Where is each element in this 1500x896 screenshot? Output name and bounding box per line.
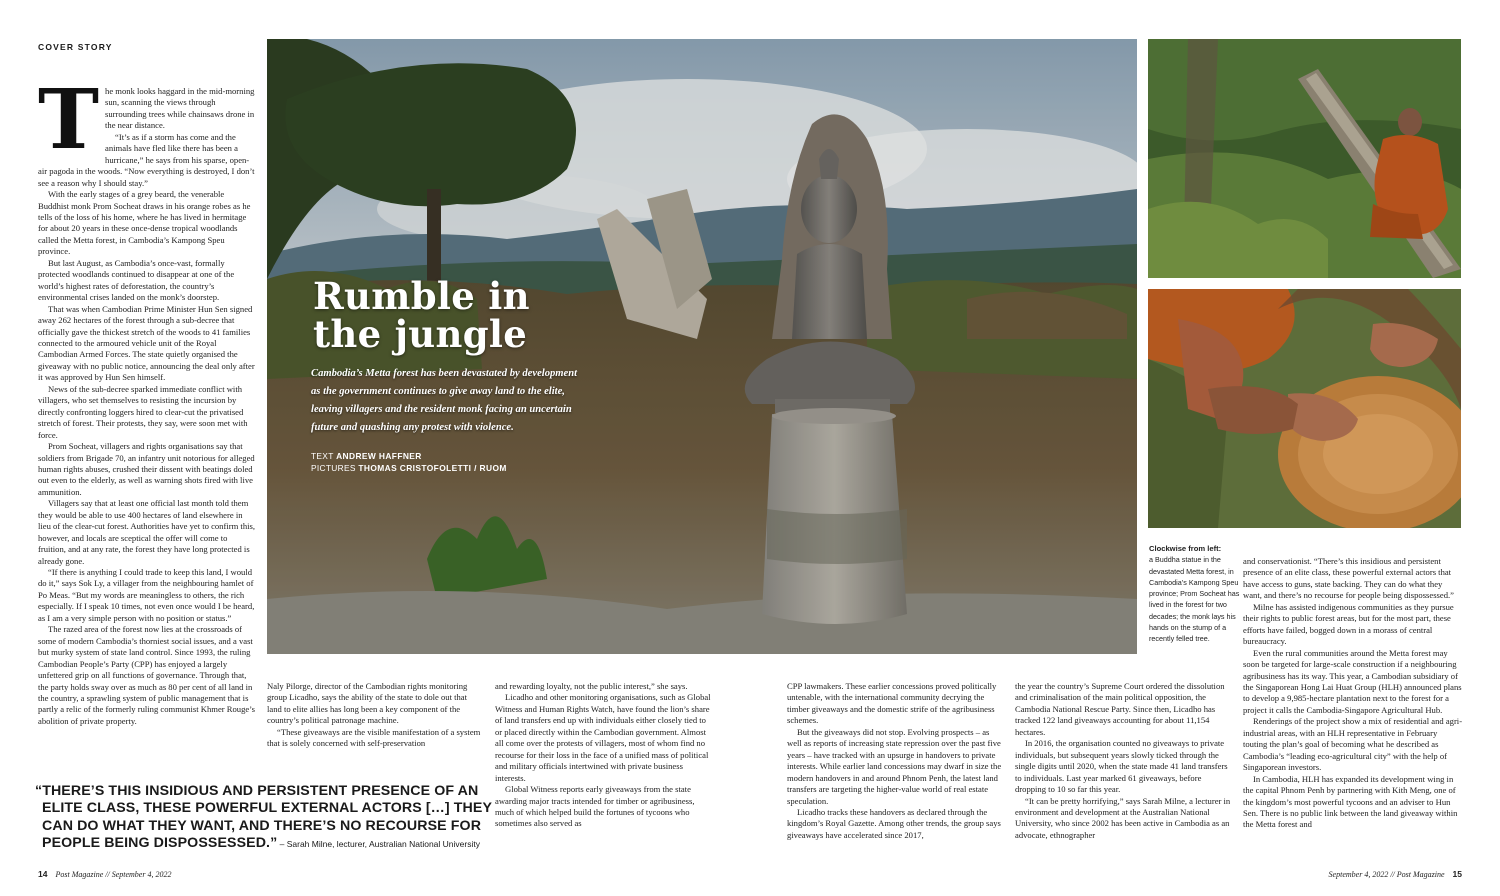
paragraph: News of the sub-decree sparked immediate conflict with villagers, who set themselves to resisting the incursion by directly confronting loggers hired to clear-cut the privatised stretch of forest. Their protests, they say, were soon met with force. [38,383,248,440]
paragraph: and rewarding loyalty, not the public interest,” she says. [495,681,688,691]
paragraph: “It’s as if a storm has come and the animals have fled like there has been a hurricane,” he says from his sparse, open-air pagoda in the woods. “Now everything is destroyed, I don’t see a reason why I should stay.” [38,131,255,188]
article-column-4 [787,681,1005,852]
paragraph: Licadho tracks these handovers as declared through the kingdom’s Royal Gazette. Among other trends, the group says giveaways have accelerated since 2017, [787,806,1001,840]
hands-on-stump-image [1148,289,1461,528]
paragraph: and conservationist. “There’s this insidious and persistent presence of an elite class, these powerful external actors that have access to guns, state backing. They can do what they want, and there’s no recourse for people being dispossessed.” [1243,556,1454,601]
paragraph: But last August, as Cambodia’s once-vast, formally protected woodlands continued to disappear at one of the world’s highest rates of deforestation, the country’s environmental crises landed on the monk’s doorstep. [38,257,235,303]
headline-line-1: Rumble in [313,274,530,318]
paragraph: “It can be pretty horrifying,” says Sarah Milne, a lecturer in environment and development at the Australian National University, who since 2002 has been active in Cambodia as an advocate, ethnographer [1015,795,1231,840]
paragraph: That was when Cambodian Prime Minister Hun Sen signed away 262 hectares of the forest through a sub-decree that officially gave the thickest stretch of the woods to 41 families connected to the armoured vehicle unit of the Royal Cambodian Armed Forces. The state quietly organised the giveaway with no public notice, announcing the deal only after it was approved by Hun Sen himself. [38,303,255,383]
article-column-2 [267,681,483,761]
monk-sitting-image [1148,39,1461,278]
folio-left-text: Post Magazine // September 4, 2022 [55,870,172,879]
pull-quote-attribution: – Sarah Milne, lecturer, Australian National University [277,838,480,849]
column-4-paragraphs [787,681,1005,841]
headline-line-2: the jungle [313,312,528,356]
caption-heading: Clockwise from left: [1149,544,1222,553]
hands-on-stump-photo [1148,289,1461,528]
paragraph: In 2016, the organisation counted no giveaways to private individuals, but subsequent years slowly ticked through the single digits until 2020, when the state made 41 land transfers to individuals. Last year marked 61 giveaways, before dropping to 10 so far this year. [1015,738,1228,795]
article-column-6 [1243,556,1463,852]
paragraph: Global Witness reports early giveaways from the state awarding major tracts intended for timber or agribusiness, much of which helped build the fortunes of tycoons who sometimes also served as [495,784,695,829]
credit-text-name: ANDREW HAFFNER [336,451,422,461]
folio-right [1329,869,1462,879]
credit-text-label: TEXT [311,451,337,461]
credit-text [311,450,571,462]
credits [311,450,571,474]
column-2-paragraphs [267,681,483,750]
folio-right-text: September 4, 2022 // Post Magazine [1328,870,1445,879]
paragraph: Licadho and other monitoring organisations, such as Global Witness and Human Rights Watch, have found the lion’s share of land transfers end up with individuals either closely tied to or placed directly within the Cambodian government. Almost all come over the protests of villagers, most of whom find no recourse for their loss in the face of a unified mass of political and military officials intertwined with private business interests. [495,692,711,783]
paragraph: “These giveaways are the visible manifestation of a system that is solely concerned with self-preservation [267,726,481,749]
column-1-paragraphs [38,86,255,727]
article-column-3 [495,681,713,852]
column-5-paragraphs [1015,681,1233,841]
paragraph: “If there is anything I could trade to keep this land, I would do it,” says Sok Ly, a villager from the neighbouring hamlet of Po Meas. “But my words are meaningless to others, the rich especially. If I speak 10 times, not even once would I be heard, as I am a very simple person with no position or status.” [38,567,255,623]
paragraph: Villagers say that at least one official last month told them they would be able to use 400 hectares of land elsewhere in lieu of the clear-cut forest. Authorities have yet to confirm this, however, and locals are sceptical the offer will come to fruition, and at any rate, the forest they have long protected is already gone. [38,498,255,566]
dropcap: T [38,86,100,168]
paragraph: Even the rural communities around the Metta forest may soon be targeted for large-scale construction if a neighbouring agribusiness has its way. This year, a Cambodian subsidiary of the Singaporean Hong Lai Huat Group (HLH) announced plans to develop a 9,985-hectare plantation next to the forest for a project it calls the Cambodia-Singapore Agricultural Hub. [1243,647,1462,715]
paragraph: The razed area of the forest now lies at the crossroads of some of modern Cambodia’s thorniest social issues, and a vast but murky system of state land control. Since 1993, the ruling Cambodian People’s Party (CPP) has enjoyed a largely unfettered grip on all functions of governance. Through that, the party holds sway over as much as 80 per cent of all land in the country, a sprawling system of public management that is partly a relic of the formerly ruling communist Khmer Rouge’s abolition of private property. [38,624,255,726]
standfirst: Cambodia’s Metta forest has been devastated by development as the government continues to give away land to the elite, leaving villagers and the resident monk facing an uncertain future and quashing any protest with violence. [311,368,578,433]
paragraph: Renderings of the project show a mix of residential and agri-industrial areas, with an HLH representative in February touting the plan’s goal of becoming what he described as Cambodia’s “leading eco-agricultural city” with the help of Singaporean investors. [1243,716,1463,773]
pull-quote-line-4: PEOPLE BEING DISPOSSESSED.” [42,834,278,851]
page-number-left: 14 [38,869,48,879]
section-label: COVER STORY [38,42,113,52]
article-column-5 [1015,681,1233,852]
paragraph: CPP lawmakers. These earlier concessions proved politically untenable, with the international community decrying the timber giveaways and the domestic strife of the agribusiness schemes. [787,681,997,726]
pull-quote-line-3: CAN DO WHAT THEY WANT, AND THERE’S NO RECOURSE FOR [42,817,482,834]
monk-sitting-photo [1148,39,1461,278]
caption-body: a Buddha statue in the devastated Metta forest, in Cambodia’s Kampong Speu province; Prom Socheat has lived in the forest for two decades; the monk lays his hands on the stump of a recently felled tree. [1149,555,1240,644]
column-3-paragraphs [495,681,713,830]
paragraph: the year the country’s Supreme Court ordered the dissolution and criminalisation of the main political opposition, the Cambodia National Rescue Party. Since then, Licadho has tracked 122 land giveaways accounting for about 11,154 hectares. [1015,681,1225,737]
headline [313,274,553,356]
pull-quote-line-1: “THERE’S THIS INSIDIOUS AND PERSISTENT PRESENCE OF AN [35,783,479,799]
pull-quote [35,783,493,853]
credit-pictures [311,462,571,474]
folio-left [38,869,171,879]
paragraph: he monk looks haggard in the mid-morning sun, scanning the views through surrounding trees while chainsaws drone in the near distance. [105,86,255,131]
article-column-1 [38,86,255,760]
buddha-statue-photo [267,39,1137,654]
paragraph: But the giveaways did not stop. Evolving prospects – as well as reports of increasing state repression over the past five years – have tracked with an upsurge in handovers to private interests. While earlier land concessions may dwarf in size the modern handovers in and around Phnom Penh, the latest land transfers are targeting the higher-value world of real estate speculation. [787,726,1002,806]
column-6-paragraphs [1243,556,1463,831]
paragraph: In Cambodia, HLH has expanded its development wing in the capital Phnom Penh by partnering with Kith Meng, one of the kingdom’s most powerful tycoons and an adviser to Hun Sen. There is no public link between the land giveaway within the Metta forest and [1243,773,1458,830]
paragraph: Naly Pilorge, director of the Cambodian rights monitoring group Licadho, says the ability of the state to dole out that land to elite allies has long been a key component of the country’s political patronage machine. [267,681,468,726]
credit-pictures-label: PICTURES [311,463,359,473]
paragraph: Prom Socheat, villagers and rights organisations say that soldiers from Brigade 70, an infantry unit notorious for alleged human rights abuses, crushed their dissent with beatings doled out even to the elderly, as well as warning shots fired with live ammunition. [38,441,255,497]
paragraph: With the early stages of a grey beard, the venerable Buddhist monk Prom Socheat draws in his orange robes as he tells of the loss of his home, where he has lived in hermitage for about 20 years in these once-dense tropical woodlands called the Metta forest, in Cambodia’s Kampong Speu province. [38,189,251,257]
photo-caption [1149,543,1241,645]
pull-quote-line-2: ELITE CLASS, THESE POWERFUL EXTERNAL ACTORS […] THEY [42,800,493,817]
paragraph: Milne has assisted indigenous communities as they pursue their rights to public forest areas, but for the most part, these efforts have failed, bogged down in a morass of central bureaucracy. [1243,601,1454,647]
page-number-right: 15 [1452,869,1462,879]
credit-pictures-name: THOMAS CRISTOFOLETTI / RUOM [358,463,507,473]
